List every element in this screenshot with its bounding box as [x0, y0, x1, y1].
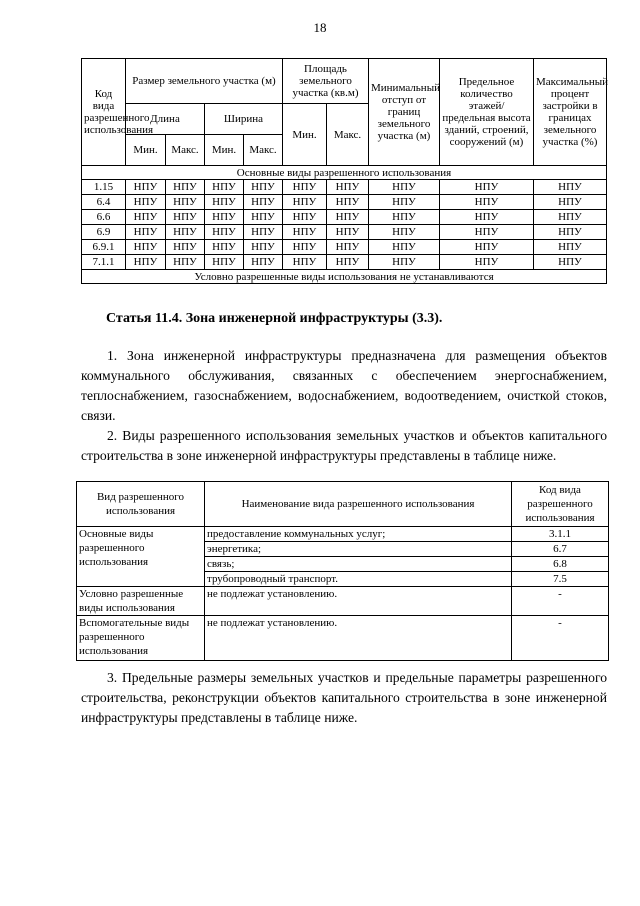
header-area: Площадь земельного участка (кв.м) — [283, 59, 369, 104]
header-use-code: Код вида разрешенного использования — [512, 482, 609, 527]
row-value: НПУ — [283, 210, 327, 225]
row-code: 6.9 — [82, 225, 126, 240]
row-value: НПУ — [205, 195, 244, 210]
row-value: НПУ — [534, 225, 607, 240]
header-use-name: Наименование вида разрешенного использования — [205, 482, 512, 527]
row-value: НПУ — [166, 195, 205, 210]
row-value: НПУ — [369, 210, 440, 225]
row-value: НПУ — [244, 240, 283, 255]
header-length-max: Макс. — [166, 135, 205, 166]
main-uses-label: Основные виды разрешенного использования — [77, 527, 205, 587]
conditional-uses-name: не подлежат установлению. — [205, 587, 512, 616]
use-code: 6.8 — [512, 557, 609, 572]
row-value: НПУ — [166, 180, 205, 195]
row-value: НПУ — [534, 210, 607, 225]
row-value: НПУ — [205, 180, 244, 195]
conditional-uses-label: Условно разрешенные виды использования — [77, 587, 205, 616]
row-value: НПУ — [327, 255, 369, 270]
row-code: 6.9.1 — [82, 240, 126, 255]
row-value: НПУ — [166, 240, 205, 255]
row-value: НПУ — [369, 225, 440, 240]
use-code: 3.1.1 — [512, 527, 609, 542]
row-code: 7.1.1 — [82, 255, 126, 270]
row-value: НПУ — [244, 180, 283, 195]
header-use-type: Вид разрешенного использования — [77, 482, 205, 527]
use-name: трубопроводный транспорт. — [205, 572, 512, 587]
row-value: НПУ — [327, 195, 369, 210]
use-name: энергетика; — [205, 542, 512, 557]
article-heading: Статья 11.4. Зона инженерной инфраструктуры (3.3). — [106, 311, 443, 326]
row-value: НПУ — [369, 240, 440, 255]
use-code: 7.5 — [512, 572, 609, 587]
row-value: НПУ — [534, 195, 607, 210]
page-number: 18 — [313, 20, 327, 35]
parameters-table — [81, 58, 607, 284]
auxiliary-uses-label: Вспомогательные виды разрешенного использования — [77, 616, 205, 661]
row-value: НПУ — [369, 180, 440, 195]
land-use-table — [76, 481, 609, 661]
header-area-min: Мин. — [283, 104, 327, 166]
row-value: НПУ — [126, 225, 166, 240]
row-value: НПУ — [327, 225, 369, 240]
row-value: НПУ — [166, 255, 205, 270]
row-value: НПУ — [126, 210, 166, 225]
header-length-min: Мин. — [126, 135, 166, 166]
section-conditional: Условно разрешенные виды использования не устанавливаются — [82, 270, 607, 284]
use-name: связь; — [205, 557, 512, 572]
header-width-max: Макс. — [244, 135, 283, 166]
row-value: НПУ — [440, 195, 534, 210]
paragraph-3: 3. Предельные размеры земельных участков и предельные параметры разрешенного строительства, реконструкции объектов капитального строительства в зоне инженерной инфраструктуры представлены в таблице ниже. — [81, 670, 607, 725]
header-build-pct: Максимальный процент застройки в границах земельного участка (%) — [534, 59, 607, 166]
header-size: Размер земельного участка (м) — [126, 59, 283, 104]
use-code: 6.7 — [512, 542, 609, 557]
row-value: НПУ — [283, 225, 327, 240]
row-value: НПУ — [534, 240, 607, 255]
row-value: НПУ — [126, 195, 166, 210]
row-value: НПУ — [205, 240, 244, 255]
row-value: НПУ — [440, 255, 534, 270]
row-value: НПУ — [327, 210, 369, 225]
header-indent: Минимальный отступ от границ земельного участка (м) — [369, 59, 440, 166]
row-value: НПУ — [283, 180, 327, 195]
row-value: НПУ — [440, 225, 534, 240]
row-value: НПУ — [205, 255, 244, 270]
header-code: Код вида разрешенного использования — [82, 59, 126, 166]
auxiliary-uses-name: не подлежат установлению. — [205, 616, 512, 661]
row-value: НПУ — [369, 195, 440, 210]
row-value: НПУ — [369, 255, 440, 270]
row-code: 1.15 — [82, 180, 126, 195]
header-floors: Предельное количество этажей/ предельная высота зданий, строений, сооружений (м) — [440, 59, 534, 166]
table-row — [82, 240, 607, 255]
row-value: НПУ — [283, 195, 327, 210]
row-value: НПУ — [440, 180, 534, 195]
table-row — [82, 180, 607, 195]
row-value: НПУ — [244, 255, 283, 270]
row-value: НПУ — [440, 240, 534, 255]
row-value: НПУ — [166, 210, 205, 225]
table-row — [82, 255, 607, 270]
paragraph-1: 1. Зона инженерной инфраструктуры предназначена для размещения объектов коммунального обслуживания, связанных с обеспечением энергоснабжением, теплоснабжением, газоснабжением, водоснабжением, водоотведением, очисткой стоков, связи. — [81, 348, 607, 423]
row-value: НПУ — [283, 240, 327, 255]
row-value: НПУ — [244, 225, 283, 240]
row-value: НПУ — [534, 255, 607, 270]
row-value: НПУ — [126, 255, 166, 270]
row-code: 6.4 — [82, 195, 126, 210]
section-main: Основные виды разрешенного использования — [82, 166, 607, 180]
table-row — [82, 225, 607, 240]
use-name: предоставление коммунальных услуг; — [205, 527, 512, 542]
row-value: НПУ — [126, 180, 166, 195]
row-value: НПУ — [244, 195, 283, 210]
header-length: Длина — [126, 104, 205, 135]
row-value: НПУ — [327, 240, 369, 255]
row-code: 6.6 — [82, 210, 126, 225]
auxiliary-uses-code: - — [512, 616, 609, 661]
row-value: НПУ — [327, 180, 369, 195]
header-width-min: Мин. — [205, 135, 244, 166]
row-value: НПУ — [166, 225, 205, 240]
row-value: НПУ — [534, 180, 607, 195]
table-row — [82, 195, 607, 210]
conditional-uses-code: - — [512, 587, 609, 616]
table-row — [82, 210, 607, 225]
row-value: НПУ — [244, 210, 283, 225]
row-value: НПУ — [205, 225, 244, 240]
paragraph-2: 2. Виды разрешенного использования земельных участков и объектов капитального строительства в зоне инженерной инфраструктуры представлены в таблице ниже. — [81, 428, 607, 463]
row-value: НПУ — [126, 240, 166, 255]
row-value: НПУ — [440, 210, 534, 225]
header-width: Ширина — [205, 104, 283, 135]
row-value: НПУ — [283, 255, 327, 270]
header-area-max: Макс. — [327, 104, 369, 166]
row-value: НПУ — [205, 210, 244, 225]
